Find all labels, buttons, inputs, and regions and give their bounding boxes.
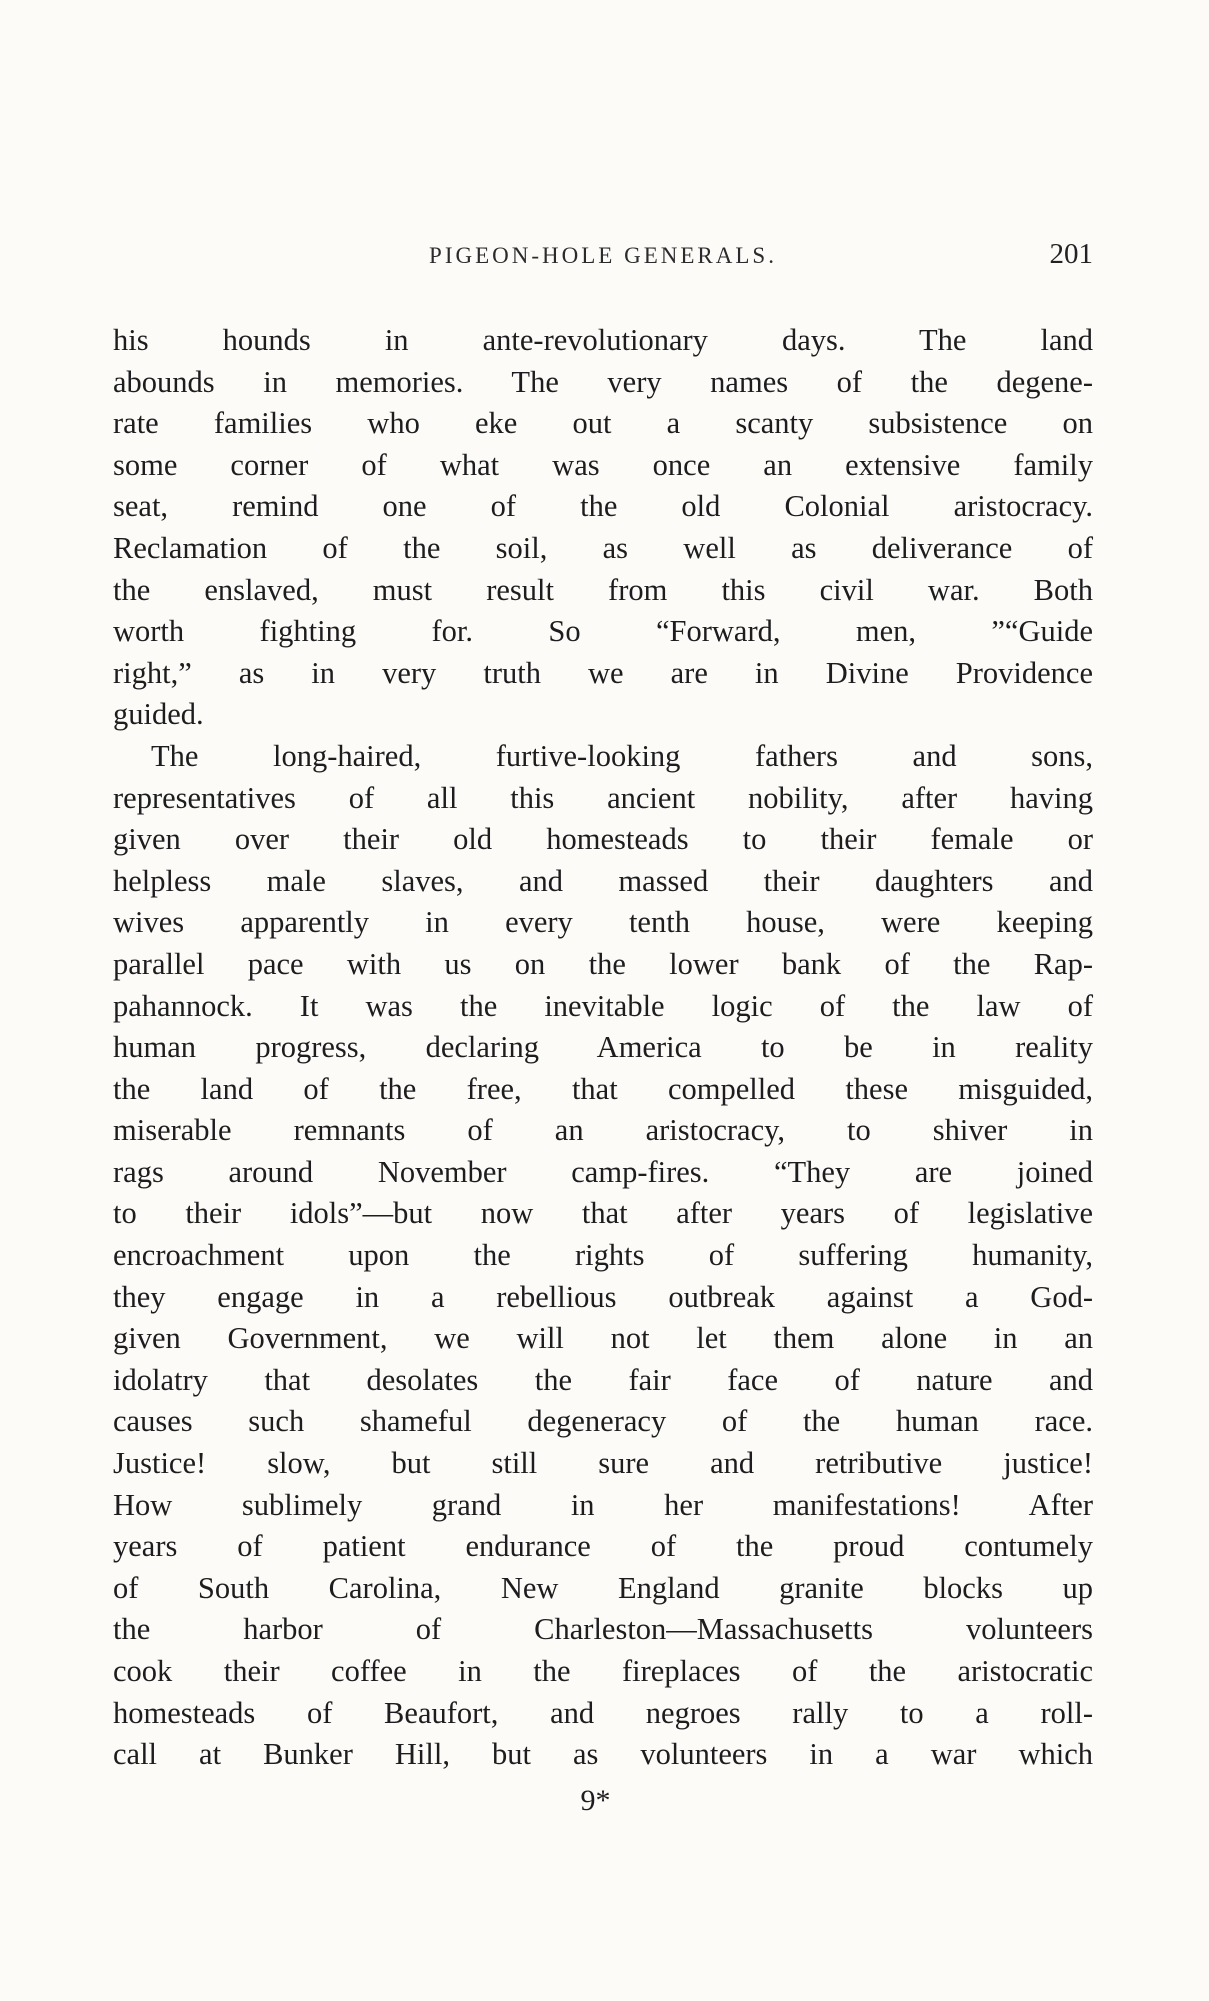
text-line: to their idols”—but now that after years of legislative [113, 1196, 1093, 1231]
text-line: given Government, we will not let them alone in an [113, 1321, 1093, 1356]
text-line: How sublimely grand in her manifestations! After [113, 1487, 1093, 1522]
paragraph [113, 320, 1093, 736]
text-line: Reclamation of the soil, as well as deliverance of [113, 530, 1093, 565]
text-line: the enslaved, must result from this civil war. Both [113, 572, 1093, 607]
page-number: 201 [1049, 238, 1093, 270]
text-line: idolatry that desolates the fair face of nature and [113, 1362, 1093, 1397]
page-header [113, 238, 1093, 271]
text-line: rags around November camp-fires. “They are joined [113, 1154, 1093, 1189]
text-line: they engage in a rebellious outbreak against a God- [113, 1279, 1093, 1314]
text-line: causes such shameful degeneracy of the human race. [113, 1404, 1093, 1439]
text-line: encroachment upon the rights of suffering humanity, [113, 1238, 1093, 1273]
text-line: The long-haired, furtive-looking fathers and sons, [151, 738, 1093, 773]
text-line: seat, remind one of the old Colonial aristocracy. [113, 489, 1093, 524]
text-line: his hounds in ante-revolutionary days. The land [113, 323, 1093, 357]
text-line: some corner of what was once an extensive family [113, 447, 1093, 482]
text-line: years of patient endurance of the proud contumely [113, 1529, 1093, 1564]
text-line: helpless male slaves, and massed their daughters and [113, 863, 1093, 898]
text-line: rate families who eke out a scanty subsistence on [113, 406, 1093, 441]
text-line: miserable remnants of an aristocracy, to shiver in [113, 1113, 1093, 1148]
text-line: human progress, declaring America to be in reality [113, 1030, 1093, 1065]
text-line: Justice! slow, but still sure and retributive justice! [113, 1446, 1093, 1481]
text-line: abounds in memories. The very names of the degene- [113, 364, 1093, 399]
text-line: the land of the free, that compelled these misguided, [113, 1071, 1093, 1106]
text-line: representatives of all this ancient nobility, after having [113, 780, 1093, 815]
text-line: parallel pace with us on the lower bank of the Rap- [113, 946, 1093, 981]
text-line: of South Carolina, New England granite blocks up [113, 1570, 1093, 1605]
text-line: given over their old homesteads to their female or [113, 822, 1093, 857]
text-line: worth fighting for. So “Forward, men, ”“Guide [113, 614, 1093, 649]
page-footer [113, 1784, 1078, 1818]
paragraph [113, 736, 1093, 1776]
text-line: guided. [113, 697, 204, 732]
page-body [113, 320, 1093, 1776]
text-line: the harbor of Charleston—Massachusetts volunteers [113, 1612, 1093, 1647]
text-line: homesteads of Beaufort, and negroes rally to a roll- [113, 1695, 1093, 1730]
text-line: right,” as in very truth we are in Divine Providence [113, 655, 1093, 690]
text-line: wives apparently in every tenth house, were keeping [113, 905, 1093, 940]
text-line: cook their coffee in the fireplaces of the aristocratic [113, 1654, 1093, 1688]
text-line: pahannock. It was the inevitable logic of the law of [113, 988, 1093, 1023]
signature-mark: 9* [580, 1784, 611, 1817]
running-header: PIGEON-HOLE GENERALS. [429, 243, 777, 268]
text-line: call at Bunker Hill, but as volunteers in a war which [113, 1737, 1093, 1772]
